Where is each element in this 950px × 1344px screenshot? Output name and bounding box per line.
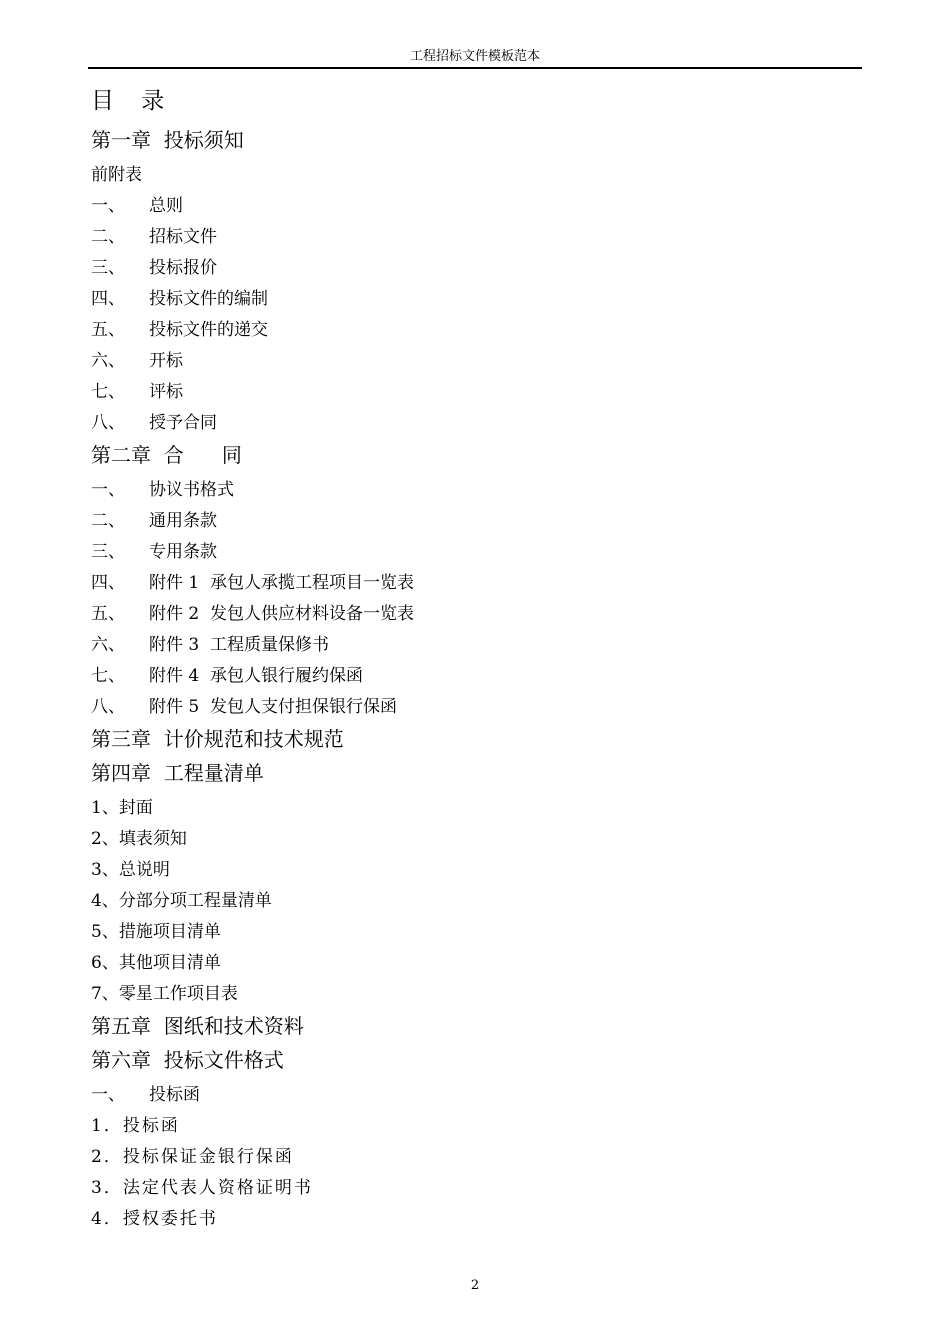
page-number: 2 xyxy=(470,1278,480,1293)
toc-entry[interactable] xyxy=(91,537,851,568)
entry-label: 投标函 xyxy=(149,1085,200,1105)
entry-number: 七、 xyxy=(91,666,125,686)
chapter-1-title[interactable]: 第一章 投标须知 xyxy=(91,128,244,152)
toc-entry[interactable] xyxy=(91,253,851,284)
entry-number: 一、 xyxy=(91,1085,125,1105)
toc-entry[interactable] xyxy=(91,630,851,661)
toc-entry[interactable] xyxy=(91,661,851,692)
entry-label: 投标文件的编制 xyxy=(149,289,268,309)
entry-label: 投标报价 xyxy=(149,258,217,278)
toc-entry[interactable] xyxy=(91,377,851,408)
toc-entry[interactable]: 4、分部分项工程量清单 xyxy=(91,891,272,911)
toc-entry[interactable]: 前附表 xyxy=(91,165,142,185)
entry-number: 二、 xyxy=(91,227,125,247)
page-header xyxy=(88,48,862,69)
toc-entry[interactable]: 2．投标保证金银行保函 xyxy=(91,1147,294,1167)
toc-entry[interactable] xyxy=(91,599,851,630)
toc-entry[interactable] xyxy=(91,222,851,253)
entry-label: 附件 2 发包人供应材料设备一览表 xyxy=(149,604,415,624)
toc-entry[interactable]: 6、其他项目清单 xyxy=(91,953,221,973)
entry-number: 一、 xyxy=(91,196,125,216)
chapter-2-title[interactable]: 第二章 合 同 xyxy=(91,443,242,467)
entry-number: 八、 xyxy=(91,413,125,433)
entry-label: 附件 4 承包人银行履约保函 xyxy=(149,666,364,686)
entry-label: 专用条款 xyxy=(149,542,217,562)
toc-entry[interactable]: 5、措施项目清单 xyxy=(91,922,221,942)
entry-number: 六、 xyxy=(91,351,125,371)
entry-label: 招标文件 xyxy=(149,227,217,247)
entry-number: 四、 xyxy=(91,289,125,309)
entry-label: 协议书格式 xyxy=(149,480,234,500)
entry-label: 评标 xyxy=(149,382,183,402)
entry-number: 三、 xyxy=(91,258,125,278)
toc-entry[interactable]: 7、零星工作项目表 xyxy=(91,984,238,1004)
entry-number: 七、 xyxy=(91,382,125,402)
entry-label: 总则 xyxy=(149,196,183,216)
entry-label: 开标 xyxy=(149,351,183,371)
chapter-4-title[interactable]: 第四章 工程量清单 xyxy=(91,761,264,785)
toc-entry[interactable]: 3．法定代表人资格证明书 xyxy=(91,1178,313,1198)
entry-number: 一、 xyxy=(91,480,125,500)
toc-entry[interactable] xyxy=(91,191,851,222)
toc-entry[interactable] xyxy=(91,506,851,537)
toc-entry[interactable]: 3、总说明 xyxy=(91,860,170,880)
toc-entry[interactable]: 1．投标函 xyxy=(91,1116,180,1136)
entry-number: 四、 xyxy=(91,573,125,593)
entry-label: 附件 1 承包人承揽工程项目一览表 xyxy=(149,573,415,593)
entry-label: 投标文件的递交 xyxy=(149,320,268,340)
toc-entry[interactable] xyxy=(91,568,851,599)
entry-number: 五、 xyxy=(91,604,125,624)
toc-entry[interactable] xyxy=(91,408,851,439)
toc-entry[interactable] xyxy=(91,284,851,315)
toc-entry[interactable] xyxy=(91,1080,851,1111)
toc-entry[interactable] xyxy=(91,692,851,723)
toc-entry[interactable] xyxy=(91,346,851,377)
entry-number: 八、 xyxy=(91,697,125,717)
chapter-6-title[interactable]: 第六章 投标文件格式 xyxy=(91,1048,284,1072)
chapter-3-title[interactable]: 第三章 计价规范和技术规范 xyxy=(91,727,344,751)
entry-number: 五、 xyxy=(91,320,125,340)
entry-number: 二、 xyxy=(91,511,125,531)
toc-entry[interactable] xyxy=(91,475,851,506)
header-title: 工程招标文件模板范本 xyxy=(409,49,540,64)
entry-number: 三、 xyxy=(91,542,125,562)
toc-title: 目 录 xyxy=(91,88,175,114)
entry-number: 六、 xyxy=(91,635,125,655)
entry-label: 附件 3 工程质量保修书 xyxy=(149,635,330,655)
toc-entry[interactable]: 4．授权委托书 xyxy=(91,1209,218,1229)
table-of-contents xyxy=(91,84,851,1235)
toc-entry[interactable]: 1、封面 xyxy=(91,798,153,818)
toc-entry[interactable] xyxy=(91,315,851,346)
entry-label: 附件 5 发包人支付担保银行保函 xyxy=(149,697,398,717)
toc-entry[interactable]: 2、填表须知 xyxy=(91,829,187,849)
entry-label: 授予合同 xyxy=(149,413,217,433)
entry-label: 通用条款 xyxy=(149,511,217,531)
chapter-5-title[interactable]: 第五章 图纸和技术资料 xyxy=(91,1014,304,1038)
